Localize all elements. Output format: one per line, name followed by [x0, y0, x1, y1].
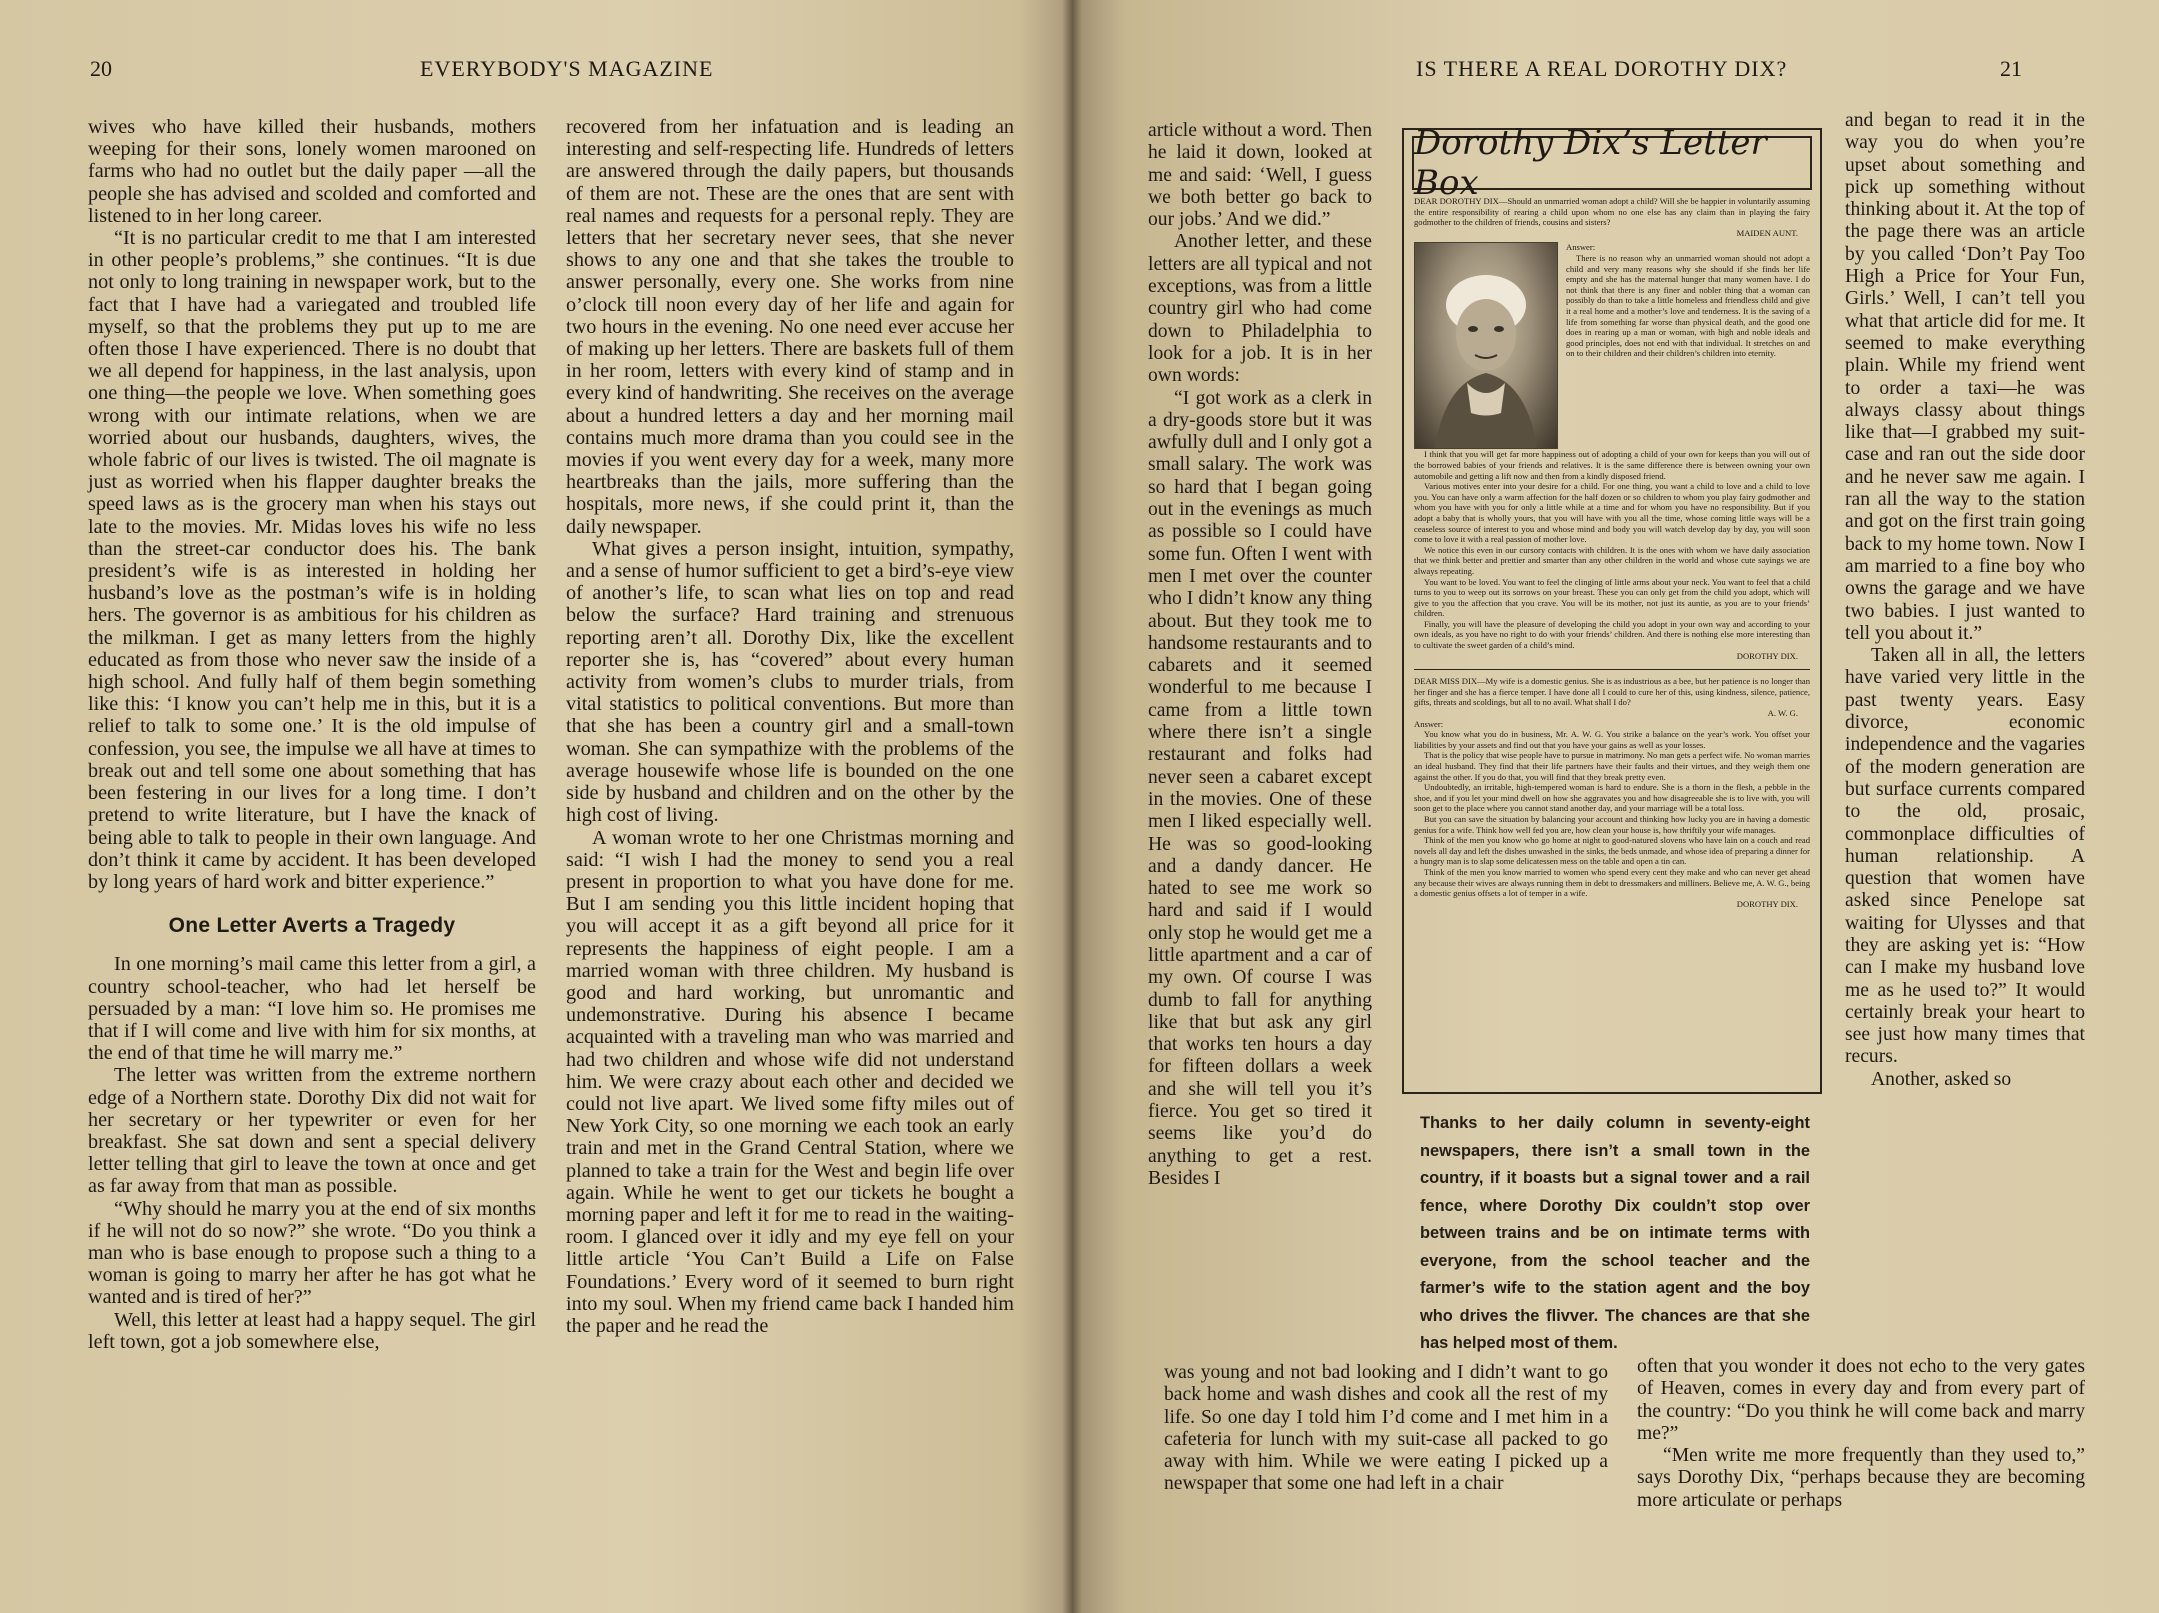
dorothy-dix-portrait	[1414, 242, 1558, 449]
right-column-3	[1845, 110, 2085, 1091]
paragraph: recovered from her infatuation and is leading an interesting and self-respecting life. Hundreds of letters are answered through the daily papers, but thousands of them are not. These are the ones that are sent with real names and requests for a personal reply. They are letters that her secretary never sees, that she never shows to any one and that she takes the trouble to answer personally, every one. She works from nine o’clock till noon every day of her life and again for two hours in the evening. No one need ever accuse her of making up her letters. There are baskets full of them in her room, letters with every kind of stamp and in every kind of handwriting. She receives on the average about a hundred letters a day and her morning mail contains much more drama than you could see in the movies if you went every day for a week, many more heartbreaks than the jails, more suffering than the hospitals, more news, if she could print it, than the daily newspaper.	[566, 116, 1014, 538]
paragraph: “Why should he marry you at the end of six months if he will not do so now?” she wrote. “Do you think a man who is base enough to propose such a thing to a woman is going to marry her after he has got what he wanted and is tired of her?”	[88, 1197, 536, 1309]
answer-text: That is the policy that wise people have to pursue in matrimony. No man gets a perfect wife. No woman marries an ideal husband. They find that their life partners have their faults and their virtues, and they weigh them one against the other. If you do that, you will find that they break pretty even.	[1414, 750, 1810, 782]
divider	[1414, 669, 1810, 670]
paragraph: often that you wonder it does not echo to the very gates of Heaven, comes in every day and from every part of the country: “Do you think he will come back and marry me?”	[1637, 1356, 2085, 1444]
paragraph: was young and not bad looking and I didn’t want to go back home and wash dishes and cook all the rest of my life. So one day I told him I’d come and I met him in a cafeteria for lunch with my suit-case all packed to go away with him. While we were eating I picked up a newspaper that some one had left in a chair	[1164, 1362, 1608, 1495]
answer-label: Answer:	[1566, 242, 1596, 253]
answer-text: You know what you do in business, Mr. A. W. G. You strike a balance on the year’s work. You offset your liabilities by your assets and find out that you have your gains as well as your losses.	[1414, 729, 1810, 750]
right-bottom-right-column	[1637, 1356, 2085, 1512]
answer-text: But you can save the situation by balancing your account and thinking how lucky you are in having a domestic genius for a wife. Think how well fed you are, how clean your house is, how thriftily your wife manages.	[1414, 813, 1810, 835]
right-bottom-left-column	[1164, 1362, 1608, 1496]
answer-text: Undoubtedly, an irritable, high-tempered woman is hard to endure. She is a thorn in the flesh, a pebble in the shoe, and if you let your mind dwell on how she aggravates you and how disagreeable she is to live with, you will soon get to the place where you cannot stand another day, and your marriage will be a total loss.	[1414, 782, 1810, 814]
left-column-1	[88, 116, 536, 1353]
paragraph: Another, asked so	[1871, 1068, 2012, 1090]
answer-signature: DOROTHY DIX.	[1736, 650, 1798, 661]
paragraph: “Men write me more frequently than they used to,” says Dorothy Dix, “perhaps because they are becoming more articulate or perhaps	[1637, 1445, 2085, 1511]
answer-text: We notice this even in our cursory contacts with children. It is the ones with whom we have daily association that we think better and prettier and smarter than any other children in the world and whose cute sayings we are always repeating.	[1414, 544, 1810, 576]
answer-text: There is no reason why an unmarried woman should not adopt a child and very many reasons why she should if she finds her life empty and she has the maternal hunger that many women have. I do not think that there is any finer and nobler thing that a woman can possibly do than to take a little homeless and friendless child and give it a real home and a mother’s love and tenderness. It is the saving of a life from something far worse than physical death, and the good one does in rearing up a man or woman, with high and noble ideals and good principles, does not end with that individual. It stretches on and on to their children and their children’s children into eternity.	[1566, 252, 1810, 359]
photo-caption: Thanks to her daily column in seventy-eight newspapers, there isn’t a small town in the country, if it boasts but a signal tower and a rail fence, where Dorothy Dix couldn’t stop over between trains and be on intimate terms with everyone, from the school teacher and the farmer’s wife to the station agent and the boy who drives the flivver. The chances are that she has helped most of them.	[1420, 1114, 1810, 1352]
answer-text: Finally, you will have the pleasure of developing the child you adopt in your own way and according to your own ideals, as you have no right to do with your friends’ children. And there is nothing else more interesting than to cultivate the sweet garden of a child’s mind.	[1414, 618, 1810, 651]
paragraph: A woman wrote to her one Christmas morning and said: “I wish I had the money to send you a real present in proportion to what you have done for me. But I am sending you this little incident hoping that you will accept it as a gift beyond all price for it represents the happiness of eight people. I am a married woman with three children. My husband is good and hard working, but unromantic and undemonstrative. During his absence I became acquainted with a traveling man who was married and had two children and whose wife did not understand him. We were crazy about each other and decided we could not live apart. We lived some fifty miles out of New York City, so one morning we each took an early train and met in the Grand Central Station, where we planned to take a train for the West and begin life over again. While he went to get our tickets he bought a morning paper and left it for me to read in the waiting-room. I glanced over it idly and my eye fell on your little article ‘You Can’t Build a Life on False Foundations.’ Every word of it seemed to burn right into my soul. When my friend came back I handed him the paper and he read the	[566, 826, 1014, 1337]
paragraph: In one morning’s mail came this letter from a girl, a country school-teacher, who had let herself be persuaded by a man: “I love him so. He promises me that if I will come and live with him for six months, at the end of that time he will marry me.”	[88, 953, 536, 1065]
paragraph: Another letter, and these letters are all typical and not exceptions, was from a little country girl who had come down to Philadelphia to look for a job. It is in her own words:	[1148, 231, 1372, 387]
letter-signature: A. W. G.	[1767, 708, 1798, 719]
paragraph: article without a word. Then he laid it down, looked at me and said: ‘Well, I guess we both better go back to our jobs.’ And we did.”	[1148, 120, 1372, 231]
subhead: One Letter Averts a Tragedy	[168, 914, 456, 938]
paragraph: Well, this letter at least had a happy sequel. The girl left town, got a job somewhere else,	[88, 1308, 536, 1353]
letter-text: DEAR DOROTHY DIX—Should an unmarried woman adopt a child? Will she be happier in voluntarily assuming the entire responsibility of rearing a child upon whom no one else has any claim than in playing the fairy godmother to the children of friends, cousins and sisters?	[1414, 196, 1810, 228]
running-head-left: EVERYBODY'S MAGAZINE	[420, 56, 714, 81]
answer-text: You want to be loved. You want to feel the clinging of little arms about your neck. You want to feel that a child turns to you to weep out its sorrows on your breast. These you can only get from the child you adopt, which will give to you the affection that you crave. You will be its mother, not just its auntie, as you are to your friends’ children.	[1414, 576, 1810, 619]
answer-text: Various motives enter into your desire for a child. For one thing, you want a child to love and a child to love you. You can have only a warm affection for the half dozen or so children to whom you play fairy godmother and whom you have with you for only a little while at a time and for whom you have no responsibility. But if you adopt a baby that is wholly yours, that you will have with you all the time, whose coming little ways will be a ceaseless source of interest to you and whose mind and body you will watch develop day by day, you will soon come to love it with a real passion of mother love.	[1414, 481, 1810, 545]
answer-text: I think that you will get far more happiness out of adopting a child of your own for keeps than you will out of the borrowed babies of your friends and relatives. It is the same difference there is between owning your own automobile and getting a lift now and then from a kindly disposed friend.	[1414, 449, 1810, 481]
letter-box-body	[1404, 190, 1820, 909]
paragraph: What gives a person insight, intuition, sympathy, and a sense of humor sufficient to get a bird’s-eye view of another’s life, to scan what lies on top and read below the surface? Hard training and strenuous reporting aren’t all. Dorothy Dix, like the excellent reporter she is, has “covered” about every human activity from women’s clubs to murder trials, from vital statistics to political conventions. But more than that she has been a country girl and a small-town woman. She can sympathize with the problems of the average housewife whose life is bounded on the one side by husband and children and on the other by the high cost of living.	[566, 537, 1014, 827]
letter-box	[1402, 123, 1822, 1094]
paragraph: “It is no particular credit to me that I am interested in other people’s problems,” she continues. “It is due not only to long training in newspaper work, but to the fact that I have had a variegated and troubled life myself, so that the problems they put up to me are often those I have experienced. There is no doubt that we all depend for happiness, in the last analysis, upon one thing—the people we love. When something goes wrong with our intimate relations, when we are worried about our husbands, daughters, wives, the whole fabric of our lives is twisted. The oil magnate is just as worried when his flapper daughter breaks the speed laws as is the grocery man when his stays out late to the movies. Mr. Midas loves his wife no less than the street-car conductor does his. The bank president’s wife is as interested in holding her husband’s love as the postman’s wife is in holding hers. The governor is as ambitious for his children as the milkman. I get as many letters from the highly educated as from those who never saw the inside of a high school. And fully half of them begin something like this: ‘I know you can’t help me in this, but it is a relief to talk to some one.’ It is the old impulse of confession, you see, the impulse we all have at times to break out and tell some one about something that has been festering in our lives for a long time. I don’t pretend to write literature, but I have the knack of being able to talk to people in their own language. And don’t think it came by accident. It has been developed by long years of hard work and bitter experience.”	[88, 227, 536, 893]
left-page	[0, 0, 1072, 1613]
answer-signature: DOROTHY DIX.	[1736, 898, 1798, 909]
answer-label: Answer:	[1414, 718, 1444, 729]
answer-text: Think of the men you know married to women who spend every cent they make and who can never get ahead any because their wives are always running them in debt to dressmakers and milliners. Believe me, A. W. G., being a domestic genius offsets a lot of temper in a wife.	[1414, 866, 1810, 899]
letter-text: DEAR MISS DIX—My wife is a domestic genius. She is as industrious as a bee, but her patience is no longer than her finger and she has a fierce temper. I have done all I could to cure her of this, using kindness, silence, patience, gifts, threats and scoldings, but all to no avail. What shall I do?	[1414, 676, 1810, 708]
running-head-right: IS THERE A REAL DOROTHY DIX?	[1416, 56, 1788, 81]
portrait-drawing	[1415, 243, 1557, 448]
left-column-2	[566, 116, 1014, 1337]
book-gutter	[1062, 0, 1082, 1613]
paragraph: “I got work as a clerk in a dry-goods store but it was awfully dull and I only got a small salary. The work was so hard that I began going out in the evenings as much as possible so I could have some fun. Often I went with men I met over the counter who I didn’t know any thing about. But they took me to handsome restaurants and to cabarets and it seemed wonderful to me because I came from a little town where there isn’t a single restaurant and folks had never seen a cabaret except in the movies. One of these men I liked especially well. He was so good-looking and a dandy dancer. He hated to see me work so hard and said if I would only stop he would get me a little apartment and a car of my own. Of course I was dumb to fall for anything like that but ask any girl that works ten hours a day for fifteen dollars a week and she will tell you it’s fierce. You get so tired it seems like you’d do anything to get a rest. Besides I	[1148, 387, 1372, 1189]
page-number-left: 20	[90, 56, 112, 81]
answer-text: Think of the men you know who go home at night to good-natured slovens who have lain on a couch and read novels all day and left the dishes unwashed in the sinks, the beds unmade, and whose idea of preparing a dinner for a hungry man is to slap some delicatessen mess on the table and open a tin can.	[1414, 835, 1810, 867]
paragraph: and began to read it in the way you do when you’re upset about something and pick up something without thinking about it. At the top of the page there was an article by you called ‘Don’t Pay Too High a Price for Your Fun, Girls.’ Well, I can’t tell you what that article did for me. It seemed to make everything plain. While my friend went to order a taxi—he was always classy about things like that—I grabbed my suit-case and ran out the side door and he never saw me again. I ran all the way to the station and got on the first train going back to my home town. Now I am married to a fine boy who owns the garage and we have two babies. I just wanted to tell you about it.”	[1845, 110, 2085, 644]
page-number-right: 21	[2000, 56, 2022, 81]
paragraph: Taken all in all, the letters have varied very little in the past twenty years. Easy divorce, economic independence and the vagaries of the modern generation are but surface currents compared to the old, prosaic, commonplace difficulties of human relationship. A question that women have asked since Penelope sat waiting for Ulysses and that they are asking yet is: “How can I make my husband love me as he used to?” It would certainly break your heart to see just how many times that recurs.	[1845, 645, 2085, 1068]
letter-box-title: Dorothy Dix’s Letter Box	[1412, 136, 1812, 190]
right-column-1	[1148, 120, 1372, 1190]
letter-signature: MAIDEN AUNT.	[1736, 227, 1798, 238]
paragraph: The letter was written from the extreme northern edge of a Northern state. Dorothy Dix did not wait for her secretary or her typewriter or even for her breakfast. She sat down and sent a special delivery letter telling that girl to leave the town at once and get as far away from that man as possible.	[88, 1064, 536, 1198]
paragraph: wives who have killed their husbands, mothers weeping for their sons, lonely women marooned on farms who had no outlet but the daily paper —all the people she has advised and scolded and comforted and listened to in her long career.	[88, 116, 536, 227]
